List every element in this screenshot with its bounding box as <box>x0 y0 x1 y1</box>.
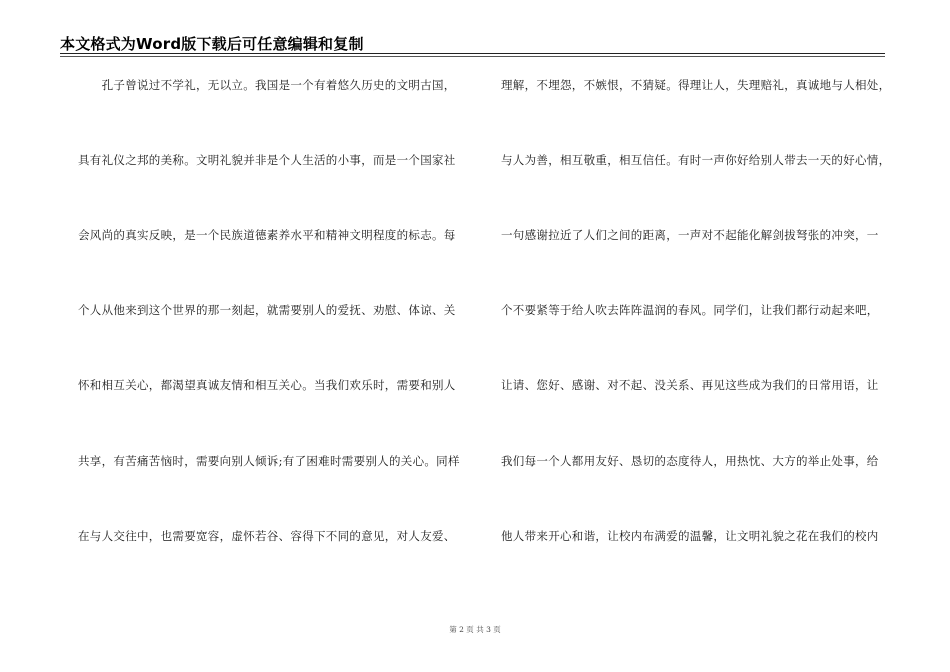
text-line: 孔子曾说过不学礼，无以立。我国是一个有着悠久历史的文明古国， <box>78 78 456 92</box>
text-line: 在与人交往中，也需要宽容，虚怀若谷、容得下不同的意见，对人友爱、 <box>78 529 456 543</box>
text-line: 他人带来开心和谐，让校内布满爱的温馨，让文明礼貌之花在我们的校内 <box>501 529 879 543</box>
text-line: 个人从他来到这个世界的那一刻起，就需要别人的爱抚、劝慰、体谅、关 <box>78 303 456 317</box>
page-number-footer: 第 2 页 共 3 页 <box>449 625 501 634</box>
text-line: 共享，有苦痛苦恼时，需要向别人倾诉;有了困难时需要别人的关心。同样 <box>78 454 460 468</box>
text-line: 理解，不埋怨，不嫉恨，不猜疑。得理让人，失理赔礼，真诚地与人相处， <box>501 78 891 92</box>
text-line: 个不要紧等于给人吹去阵阵温润的春风。同学们，让我们都行动起来吧， <box>501 303 879 317</box>
text-line: 会风尚的真实反映，是一个民族道德素养水平和精神文明程度的标志。每 <box>78 228 456 242</box>
text-line: 一句感谢拉近了人们之间的距离，一声对不起能化解剑拔弩张的冲突，一 <box>501 228 879 242</box>
text-line: 我们每一个人都用友好、恳切的态度待人，用热忱、大方的举止处事，给 <box>501 454 879 468</box>
text-line: 与人为善，相互敬重，相互信任。有时一声你好给别人带去一天的好心情， <box>501 153 891 167</box>
page-header-title: 本文格式为Word版下载后可任意编辑和复制 <box>60 35 364 53</box>
header-rule-thin <box>60 56 885 57</box>
text-line: 具有礼仪之邦的美称。文明礼貌并非是个人生活的小事，而是一个国家社 <box>78 153 456 167</box>
text-line: 让请、您好、感谢、对不起、没关系、再见这些成为我们的日常用语，让 <box>501 378 879 392</box>
text-line: 怀和相互关心，都渴望真诚友情和相互关心。当我们欢乐时，需要和别人 <box>78 378 456 392</box>
header-rule-thick <box>60 53 885 54</box>
